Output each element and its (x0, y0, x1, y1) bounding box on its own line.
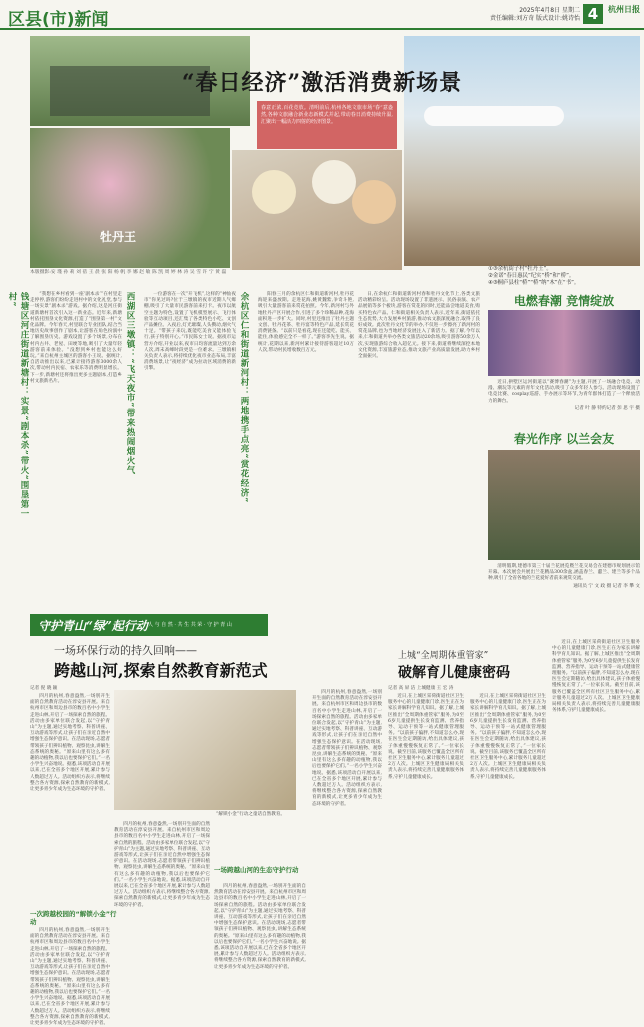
eco-subhead-1: 一次跨越校园的“解锁小金”行动 (30, 910, 117, 926)
eco-body-1: 四月的杭州,春意盎然,一场别开生面的自然教育活动在淳安县开展。来自杭州市区和周边县市的数百名中小学生走进山林,开启了一场探索自然的旅程。活动由多家单位联合发起,以“守护青山”为主题,通过实地考察、科普讲座、互动游戏等形式,让孩子们在亲近自然中增强生态保护意识。在活动现场,志愿者带领孩子们辨识植物、观察昆虫,讲解生态系统的奥秘。“原来山里有这么多有趣的动植物,我以后也要保护它们。”一名小学生兴奋地说。据悉,该项活动自开展以来,已在全省多个地区开展,累计参与人数超过万人。活动组织方表示,将继续整合各方资源,探索自然教育的新模式,让更多青少年成为生态环境的守护者。 (30, 694, 110, 793)
health-body-2: 近日,在上城区采荷街道社区卫生服务中心的儿童健康门诊,医生正在为家长讲解科学育儿知识。据了解,上城区推出“全周期体重管家”服务,为0至6岁儿童提供生长发育监测、营养指导、运动干预等一站式健康管理服务。“以前孩子偏胖,不知道怎么办,现在医生会定期随访,给出具体建议,孩子体重慢慢恢复正常了。”一位家长说。截至目前,该服务已覆盖全区所有社区卫生服务中心,累计服务儿童超过2万人次。上城区卫生健康局相关负责人表示,将持续完善儿童健康服务体系,守护儿童健康成长。 (470, 694, 546, 780)
col4-body: 日,在余杭仁和街道新河村春和牡丹文化节上,各类文旅活动精彩纷呈。活动现场设置了非遗展示、民俗表演、农产品展销等多个板块,游客在赏花的同时,还能品尝地道美食,购买特色农产品。仁和街道相关负责人表示,近年来,街道依托生态优势,大力发展乡村旅游,推动农文旅深度融合,取得了良好成效。此次牡丹文化节的举办,不仅进一步擦亮了新河村的赏花品牌,也为当地经济发展注入了新活力。据了解,今年以来,仁和街道共举办各类文旅活动20余场,吸引游客50余万人次,实现旅游综合收入超亿元。接下来,街道将继续深挖本地文化资源,丰富旅游业态,推动文旅产业高质量发展,助力乡村全面振兴。 (358, 292, 480, 360)
main-photo-caption: ①③余杭街子村“牡丹王”。 ②金诺“春日惠民”纪实“桥”和“桥”。 ④③桐庐县柱“桥”“桥”纳“木”在“书”。 (488, 266, 580, 286)
green-banner (30, 614, 268, 636)
banner-subtitle: 人 与 自 然 · 共 生 共 荣 · 守 护 青 山 (148, 622, 232, 628)
date-line: 2025年4月8日 星期二 责任编辑:刘方奇 版式设计:姚诗怡 (490, 7, 580, 22)
eco-subhead-2: 一场跨越山河的生态守护行动 (214, 866, 299, 874)
col2-body: 一位游客在一次“开飞机”,这样的“神仙夜市”你见过吗?位于三墩镇的夜市近期人气爆棚,吸引了大量市民游客前来打卡。夜市以航空主题为特色,设置了飞机模型展示、飞行体验等互动项目,还汇集了各类特色小吃、文创产品摊位。入夜后,灯光璀璨,人头攒动,烟火气十足。“带孩子来玩,既能吃美食又能体验飞行,孩子特别开心。”市民陈女士说。据夜市运营方介绍,开业以来,夜市日均客流量达到万余人次,周末高峰时段更是一位难求。三墩镇相关负责人表示,将持续优化夜市业态布局,丰富消费场景,让“夜经济”成为拉动区域消费的新引擎。 (144, 292, 236, 372)
col3-body: 阳春三月的余杭区仁和街道新河村,牡丹花海迎来盛放期。走进花海,姚黄魏紫,争奇斗艳,吸引大量游客前来赏花拍照。今年,新河村与外地牡丹产区开展合作,引进了多个珍稀品种,花海面积进一步扩大。同时,村里还推出了牡丹主题文创、牡丹花茶、牡丹宴等特色产品,延长赏花消费链条。“以前只是看花,现在还能吃、能买、能住,体验感完全不一样了。”游客李先生说。据统计,花期以来,新河村累计接待游客超过10万人次,带动村民增收数百万元。 (258, 292, 354, 353)
eco-headline: 跨越山河,探索自然教育新范式 (54, 661, 268, 680)
main-headline: “春日经济”激活消费新场景 (181, 70, 463, 96)
right-top-photo (488, 310, 640, 376)
right-top-caption: 近日,拱墅区运河街道以“赛博春潮”为主题,开展了一场融合电竞、动漫、潮玩等元素的青年文化活动,吸引了众多年轻人参与。活动现场设置了电竞比赛、cosplay巡游、手办展示等环节,为青年群体打造了一个释放活力的舞台。 记者 叶 静 特约记者 彭 思 宇 摄 (488, 380, 640, 411)
col1-vertical-headline: 钱塘区河庄街道新塘村：实景“剧本杀”带火“围垦第一村” (7, 292, 29, 519)
health-headline: 破解育儿健康密码 (398, 665, 510, 681)
main-lead: 春意正浓,百花竞放。清明前后,杭州各地文旅市场“春”意盎然,各种文旅融合新业态新模式并起,带动春日消费持续升温,汇聚出一幅活力四射的经济图景。 (257, 101, 397, 149)
eco-body-5: 四月的杭州,春意盎然,一场别开生面的自然教育活动在淳安县开展。来自杭州市区和周边县市的数百名中小学生走进山林,开启了一场探索自然的旅程。活动由多家单位联合发起,以“守护青山”为主题,通过实地考察、科普讲座、互动游戏等形式,让孩子们在亲近自然中增强生态保护意识。在活动现场,志愿者带领孩子们辨识植物、观察昆虫,讲解生态系统的奥秘。“原来山里有这么多有趣的动植物,我以后也要保护它们。”一名小学生兴奋地说。据悉,该项活动自开展以来,已在全省多个地区开展,累计参与人数超过万人。活动组织方表示,将继续整合各方资源,探索自然教育的新模式,让更多青少年成为生态环境的守护者。 (312, 690, 382, 807)
page-number: 4 (583, 4, 603, 24)
main-photo-bottom-left (30, 128, 230, 268)
eco-body-4: 四月的杭州,春意盎然,一场别开生面的自然教育活动在淳安县开展。来自杭州市区和周边县市的数百名中小学生走进山林,开启了一场探索自然的旅程。活动由多家单位联合发起,以“守护青山”为主题,通过实地考察、科普讲座、互动游戏等形式,让孩子们在亲近自然中增强生态保护意识。在活动现场,志愿者带领孩子们辨识植物、观察昆虫,讲解生态系统的奥秘。“原来山里有这么多有趣的动植物,我以后也要保护它们。”一名小学生兴奋地说。据悉,该项活动自开展以来,已在全省多个地区开展,累计参与人数超过万人。活动组织方表示,将继续整合各方资源,探索自然教育的新模式,让更多青少年成为生态环境的守护者。 (214, 884, 306, 970)
eco-body-2: 四月的杭州,春意盎然,一场别开生面的自然教育活动在淳安县开展。来自杭州市区和周边县市的数百名中小学生走进山林,开启了一场探索自然的旅程。活动由多家单位联合发起,以“守护青山”为主题,通过实地考察、科普讲座、互动游戏等形式,让孩子们在亲近自然中增强生态保护意识。在活动现场,志愿者带领孩子们辨识植物、观察昆虫,讲解生态系统的奥秘。“原来山里有这么多有趣的动植物,我以后也要保护它们。”一名小学生兴奋地说。据悉,该项活动自开展以来,已在全省多个地区开展,累计参与人数超过万人。活动组织方表示,将继续整合各方资源,探索自然教育的新模式,让更多青少年成为生态环境的守护者。 (30, 928, 110, 1027)
main-photo-center (232, 150, 402, 270)
eco-body-3: 四月的杭州,春意盎然,一场别开生面的自然教育活动在淳安县开展。来自杭州市区和周边县市的数百名中小学生走进山林,开启了一场探索自然的旅程。活动由多家单位联合发起,以“守护青山”为主题,通过实地考察、科普讲座、互动游戏等形式,让孩子们在亲近自然中增强生态保护意识。在活动现场,志愿者带领孩子们辨识植物、观察昆虫,讲解生态系统的奥秘。“原来山里有这么多有趣的动植物,我以后也要保护它们。”一名小学生兴奋地说。据悉,该项活动自开展以来,已在全省多个地区开展,累计参与人数超过万人。活动组织方表示,将继续整合各方资源,探索自然教育的新模式,让更多青少年成为生态环境的守护者。 (114, 822, 210, 908)
eco-photo-caption: “解锁小金”行动之童话自然教育。 (216, 812, 286, 817)
peony-king-sign: 牡丹王 (99, 230, 136, 244)
banner-title: 守护青山“绿”起行动 (38, 619, 148, 633)
health-body-3: 近日,在上城区采荷街道社区卫生服务中心的儿童健康门诊,医生正在为家长讲解科学育儿知识。据了解,上城区推出“全周期体重管家”服务,为0至6岁儿童提供生长发育监测、营养指导、运动干预等一站式健康管理服务。“以前孩子偏胖,不知道怎么办,现在医生会定期随访,给出具体建议,孩子体重慢慢恢复正常了。”一位家长说。截至目前,该服务已覆盖全区所有社区卫生服务中心,累计服务儿童超过2万人次。上城区卫生健康局相关负责人表示,将持续完善儿童健康服务体系,守护儿童健康成长。 (552, 640, 640, 714)
health-body-1: 近日,在上城区采荷街道社区卫生服务中心的儿童健康门诊,医生正在为家长讲解科学育儿知识。据了解,上城区推出“全周期体重管家”服务,为0至6岁儿童提供生长发育监测、营养指导、运动干预等一站式健康管理服务。“以前孩子偏胖,不知道怎么办,现在医生会定期随访,给出具体建议,孩子体重慢慢恢复正常了。”一位家长说。截至目前,该服务已覆盖全区所有社区卫生服务中心,累计服务儿童超过2万人次。上城区卫生健康局相关负责人表示,将持续完善儿童健康服务体系,守护儿童健康成长。 (388, 694, 464, 780)
newspaper-logo: 杭州日报 (608, 4, 640, 14)
right-mid-photo (488, 450, 640, 560)
col1-body: “我想在乡村看到一座‘剧本杀’”在村里走走停停,游客们纷纷走进村中的文化礼堂,参与一场实景“剧本杀”游戏。据介绍,这是河庄街道新塘村首次引入这一新业态。近年来,新塘村依托围垦文化资源,打造了“围垦第一村”文化品牌。今年春天,村里联合专业团队,结合当地历史故事创作了剧本,让游客在角色扮演中了解围垦历史。游戏设置了多个场景,分布在村内古井、老屋、田埂等地,吸引了大量年轻游客前来体验。“没想到乡村也能这么好玩。”来自杭州主城区的游客小王说。据统计,自活动推出以来,已累计接待游客3000余人次,带动村内民宿、农家乐等消费明显增长。下一步,新塘村还将推出更多主题剧本,打造乡村文旅新名片。 (30, 292, 122, 384)
eco-photo (114, 690, 296, 810)
eco-author: 记者 倪 晓 颖 (30, 686, 58, 691)
right-mid-caption: 清明假期,建德市第三十届兰花展览暨兰花交易会在建德市规划展示馆开幕。本次展会共展出兰花精品300余盆,涵盖春兰、蕙兰、建兰等多个品种,吸引了全省各地的兰花爱好者前来观赏交流。 通讯员 宁 文 政 摄 记者 李 攀 文 (488, 564, 640, 589)
health-kicker: 上城“全周期体重管家” (398, 651, 489, 661)
eco-kicker: 一场环保行动的持久回响—— (54, 644, 197, 657)
col3-vertical-headline: 余杭区仁和街道新河村：两地携手点亮“赏花经济” (239, 292, 249, 504)
right-top-headline: 电燃春潮 竞情绽放 (513, 294, 615, 308)
section-title: 区县(市)新闻 (8, 10, 109, 30)
col2-vertical-headline: 西湖区三墩镇：“飞天夜市”带来热闹烟火气 (125, 292, 135, 475)
credits-box: 本版摄影:安 瑾 孙 莉 刘 蓓 王 晨 张 阳 杨 帆 李 娜 赵 敏 陈 凯 周 婷 林 涛 吴 雪 许 宁 黄 磊 (30, 270, 227, 275)
health-author: 记者 高 屏 洁 上城健康 王 宏 涛 (388, 686, 454, 691)
right-mid-headline: 春光作序 以兰会友 (513, 432, 615, 446)
